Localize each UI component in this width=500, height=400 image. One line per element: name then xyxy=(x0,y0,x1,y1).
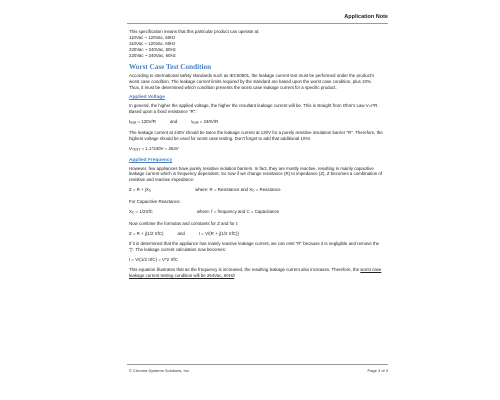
intro-text: This specification means that this particular product can operate at: xyxy=(129,29,260,34)
document-page xyxy=(100,0,400,400)
spec-item: 110Vac ~ 120Vac, 50Hz xyxy=(129,34,176,40)
footer-page-number: Page 3 of 3 xyxy=(367,368,388,373)
equation-test-voltage: VTEST = 1.1*240V = 264V xyxy=(129,146,179,153)
subheading-applied-voltage: Applied Voltage xyxy=(129,95,165,101)
spec-item: 110Vac ~ 120Vac, 60Hz xyxy=(129,40,176,46)
section-heading-worst-case: Worst Case Test Condition xyxy=(129,62,212,71)
equation-combined: Z = R + j(1/2 πfC) and I = V/(R + j(1/2 πfC)) xyxy=(129,231,239,236)
equation-reactance: XC = 1/2πfC where: f = frequency and C = Capacitance xyxy=(129,209,280,215)
applied-frequency-paragraph-2: If it is determined that the appliance has mainly reactive leakage current, we can omit "R" because it is negligible and remove the "j". The leakage current calculation now becomes: xyxy=(129,241,380,252)
combine-formulas-text: Now combine the formulas and constants for Z and for I: xyxy=(129,220,239,226)
spec-list xyxy=(129,35,384,59)
page-header-title: Application Note xyxy=(344,14,388,20)
equation-ohms-law: Ileak = 120V/R and Ileak = 240V/R xyxy=(129,118,219,125)
worst-case-conclusion: worst case leakage current testing condition will be 264Vac, 60Hz xyxy=(129,267,382,279)
applied-voltage-paragraph-1: In general, the higher the applied voltage, the higher the resultant leakage current will be. This is straight from Ohm's Law V=I*R. Based upon a fixed resistance "R": xyxy=(129,102,379,114)
document-body xyxy=(129,29,384,283)
header-divider xyxy=(127,23,388,24)
applied-frequency-paragraph-3: This equation illustrates that as the frequency is increased, the resulting leakage current also increases. Therefore, the worst case leakage current testing condition will be 264Vac, 60Hz! xyxy=(129,267,382,279)
footer-divider xyxy=(127,364,388,365)
equation-impedance: Z = R + jXC where: R = Resistance and XC = Reactance xyxy=(129,187,281,194)
spec-item: 220Vac ~ 240Vac, 60Hz xyxy=(129,52,176,58)
capacitive-reactance-label: For Capacitive Reactance: xyxy=(129,199,181,205)
spec-item: 220Vac ~ 240Vac, 50Hz xyxy=(129,46,176,52)
equation-leakage-current: I = V/(1/2 πfC) = V*2 πfC xyxy=(129,257,178,263)
applied-frequency-paragraph-1: However, few appliances have purely resistive isolation barriers. In fact, they are mostly reactive, resulting in mainly capacitive leakage current which is frequency dependent. So now if we change resistance (R) to impedance (Z), Z becomes a combination of resistive and reactive impedance: xyxy=(129,165,383,183)
applied-voltage-paragraph-2: The leakage current at 240V should be twice the leakage current at 120V for a purely resistive insulation barrier "R". Therefore, the highest voltage should be used for worst case testing. Don't forget to add that additional 10%! xyxy=(129,130,383,142)
subheading-applied-frequency: Applied Frequency xyxy=(129,158,173,164)
worst-case-paragraph: According to international safety standards such as IEC60601, the leakage current test must be performed under the product's worst case condition. The leakage current limits required by the standard are based upon the worst case condition, plus 10%. Thus, it must be determined which condition presents the worst case leakage current for a specific product. xyxy=(129,73,375,91)
footer-copyright: © Chroma Systems Solutions, Inc. xyxy=(129,368,190,373)
